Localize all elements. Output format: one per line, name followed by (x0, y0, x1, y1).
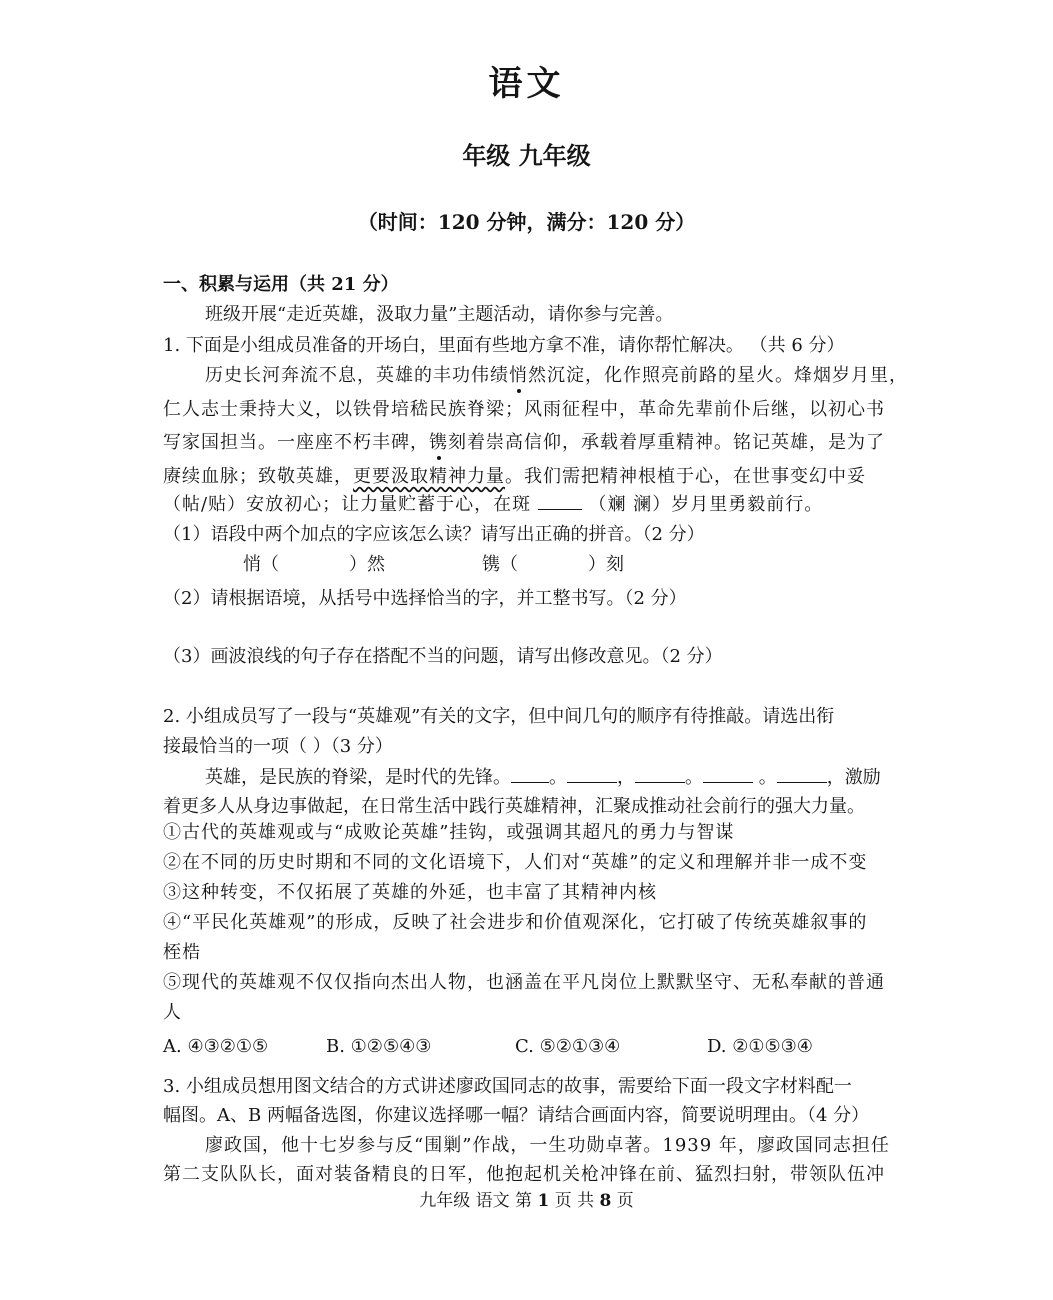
answer-blank[interactable] (777, 766, 827, 783)
page-total: 8 (599, 1191, 612, 1211)
answer-choice-c[interactable]: C. ⑤②①③④ (515, 1036, 621, 1057)
question-3-stem: 3. 小组成员想用图文结合的方式讲述廖政国同志的故事，需要给下面一段文字材料配一 (163, 1076, 852, 1097)
question-2-option-4-cont: 桎梏 (163, 942, 201, 963)
pinyin-blank-1[interactable]: 悄（ ）然 (243, 554, 385, 575)
page-footer: 九年级 语文 第 1 页 共 8 页 (419, 1191, 634, 1211)
page-title: 语文 (488, 64, 565, 104)
emphasis-char: 镌 (429, 428, 448, 454)
question-2-option-4: ④“平民化英雄观”的形成，反映了社会进步和价值观深化，它打破了传统英雄叙事的 (163, 912, 868, 933)
question-1-passage-line: 赓续血脉；致敬英雄，更要汲取精神力量。我们需把精神根植于心，在世事变幻中妥 (163, 466, 866, 487)
question-2-option-5: ⑤现代的英雄观不仅仅指向杰出人物，也涵盖在平凡岗位上默默坚守、无私奉献的普通 (163, 972, 885, 993)
question-1-sub-2: （2）请根据语境，从括号中选择恰当的字，并工整书写。（2 分） (163, 588, 687, 609)
question-3-stem: 幅图。A、B 两幅备选图，你建议选择哪一幅？请结合画面内容，简要说明理由。（4 分） (163, 1105, 870, 1126)
question-2-option-5-cont: 人 (163, 1002, 182, 1023)
question-2-option-3: ③这种转变，不仅拓展了英雄的外延，也丰富了其精神内核 (163, 882, 657, 903)
answer-choice-b[interactable]: B. ①②⑤④③ (326, 1036, 432, 1057)
answer-blank[interactable] (567, 766, 617, 783)
question-2-stem: 接最恰当的一项（ ）（3 分） (163, 736, 393, 757)
question-2-option-1: ①古代的英雄观或与“成败论英雄”挂钩，或强调其超凡的勇力与智谋 (163, 822, 735, 843)
answer-blank[interactable] (635, 766, 685, 783)
question-1-passage-line: 仁人志士秉持大义，以铁骨培嵇民族脊梁；风雨征程中，革命先辈前仆后继，以初心书 (163, 399, 885, 420)
question-1-passage-line: （帖/贴）安放初心；让力量贮蓄于心，在斑 （斓 澜）岁月里勇毅前行。 (163, 494, 824, 515)
answer-choice-a[interactable]: A. ④③②①⑤ (163, 1036, 269, 1057)
question-2-passage-line: 英雄，是民族的脊梁，是时代的先锋。 。 ， 。 。 ，激励 (205, 767, 881, 788)
question-1-stem: 1. 下面是小组成员准备的开场白，里面有些地方拿不准，请你帮忙解决。 （共 6 分） (163, 335, 845, 356)
question-1-sub-1: （1）语段中两个加点的字应该怎么读？请写出正确的拼音。（2 分） (163, 524, 705, 545)
section-heading: 一、积累与运用（共 21 分） (163, 274, 399, 295)
question-3-passage-line: 廖政国，他十七岁参与反“围剿”作战，一生功勋卓著。1939 年，廖政国同志担任 (205, 1135, 890, 1156)
answer-blank[interactable] (538, 493, 582, 510)
question-3-passage-line: 第二支队队长，面对装备精良的日军，他抱起机关枪冲锋在前、猛烈扫射，带领队伍冲 (163, 1164, 885, 1185)
question-1-sub-3: （3）画波浪线的句子存在搭配不当的问题，请写出修改意见。（2 分） (163, 646, 723, 667)
pinyin-blank-2[interactable]: 镌（ ）刻 (482, 554, 624, 575)
question-2-option-2: ②在不同的历史时期和不同的文化语境下，人们对“英雄”的定义和理解并非一成不变 (163, 852, 868, 873)
grade-heading: 年级 九年级 (462, 141, 591, 170)
exam-time: （时间：120 分钟，满分：120 分） (357, 210, 696, 234)
emphasis-char: 悄 (509, 361, 528, 387)
question-1-passage-line: 写家国担当。一座座不朽丰碑，镌刻着崇高信仰，承载着厚重精神。铭记英雄，是为了 (163, 428, 885, 454)
answer-blank[interactable] (511, 766, 549, 783)
question-1-passage-line: 历史长河奔流不息，英雄的丰功伟绩悄然沉淀，化作照亮前路的星火。烽烟岁月里， (205, 361, 908, 387)
wavy-underlined-sentence: 更要汲取精神力量 (353, 466, 505, 487)
section-intro: 班级开展“走近英雄，汲取力量”主题活动，请你参与完善。 (205, 304, 674, 325)
answer-blank[interactable] (703, 766, 753, 783)
page-number: 1 (537, 1191, 550, 1211)
question-2-passage-line: 着更多人从身边事做起，在日常生活中践行英雄精神，汇聚成推动社会前行的强大力量。 (163, 796, 865, 817)
answer-choice-d[interactable]: D. ②①⑤③④ (707, 1036, 813, 1057)
question-2-stem: 2. 小组成员写了一段与“英雄观”有关的文字，但中间几句的顺序有待推敲。请选出衔 (163, 706, 835, 727)
